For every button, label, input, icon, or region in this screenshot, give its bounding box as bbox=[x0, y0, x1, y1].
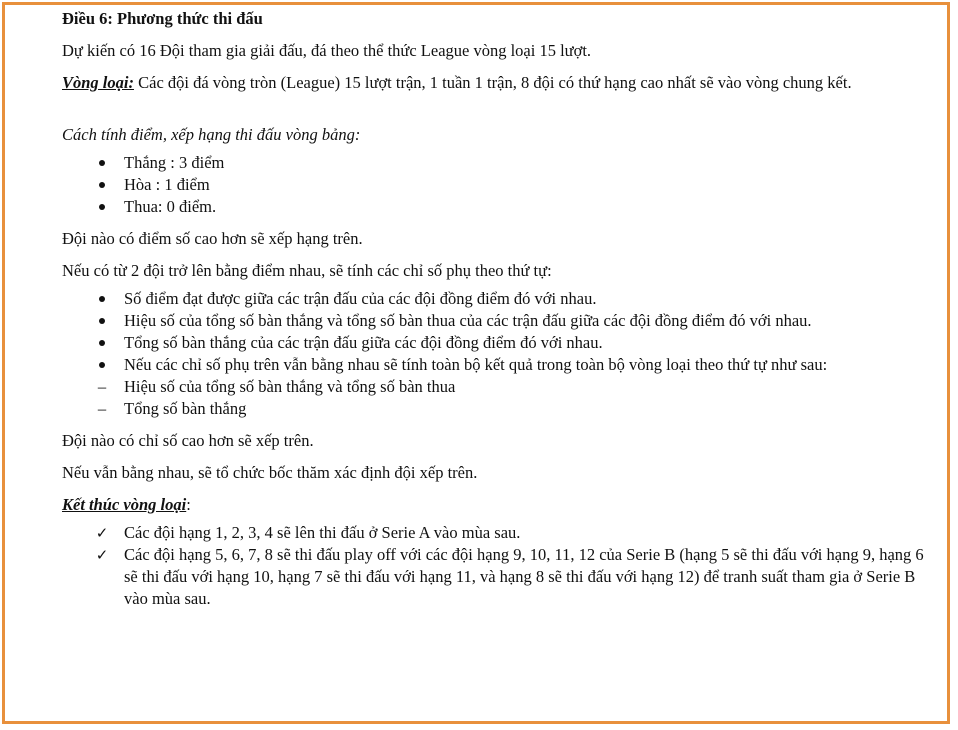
list-item: ✓ Các đội hạng 5, 6, 7, 8 sẽ thi đấu play off với các đội hạng 9, 10, 11, 12 của Serie B (hạng 5 sẽ thi đấu với hạng 9, hạng 6 sẽ thi đấu với hạng 10, hạng 7 sẽ thi đấu với hạng 11, và hạng 8 sẽ thi đấu với hạng 12) để tranh suất tham gia ở Serie B vào mùa sau. bbox=[62, 544, 924, 610]
end-heading: Kết thúc vòng loại: bbox=[62, 495, 191, 514]
document-body bbox=[62, 4, 924, 610]
list-item: Hiệu số của tổng số bàn thắng và tổng số bàn thua của các trận đấu giữa các đội đồng điểm đó với nhau. bbox=[62, 310, 924, 332]
bullet-icon bbox=[92, 354, 112, 376]
list-item: Thua: 0 điểm. bbox=[62, 196, 924, 218]
checkmark-icon: ✓ bbox=[95, 524, 109, 542]
bullet-icon bbox=[92, 288, 112, 310]
draw-rule: Nếu vẫn bằng nhau, sẽ tổ chức bốc thăm xác định đội xếp trên. bbox=[62, 463, 478, 482]
scoring-heading: Cách tính điểm, xếp hạng thi đấu vòng bảng: bbox=[62, 125, 361, 144]
bullet-icon bbox=[92, 310, 112, 332]
bullet-icon bbox=[92, 152, 112, 174]
tiebreak-list bbox=[62, 288, 924, 420]
end-list bbox=[62, 522, 924, 610]
checkmark-icon: ✓ bbox=[95, 546, 109, 564]
higher-index-rule: Đội nào có chỉ số cao hơn sẽ xếp trên. bbox=[62, 431, 314, 450]
list-item: Số điểm đạt được giữa các trận đấu của các đội đồng điểm đó với nhau. bbox=[62, 288, 924, 310]
article-title: Điều 6: Phương thức thi đấu bbox=[62, 9, 263, 28]
dash-icon: – bbox=[97, 399, 107, 418]
end-label: Kết thúc vòng loại bbox=[62, 495, 187, 514]
list-item: Nếu các chỉ số phụ trên vẫn bằng nhau sẽ tính toàn bộ kết quả trong toàn bộ vòng loại theo thứ tự như sau: bbox=[62, 354, 924, 376]
list-item: – Hiệu số của tổng số bàn thắng và tổng số bàn thua bbox=[62, 376, 924, 398]
qualifying-text: Các đội đá vòng tròn (League) 15 lượt trận, 1 tuần 1 trận, 8 đội có thứ hạng cao nhất sẽ vào vòng chung kết. bbox=[133, 73, 852, 92]
intro-paragraph: Dự kiến có 16 Đội tham gia giải đấu, đá theo thể thức League vòng loại 15 lượt. bbox=[62, 41, 592, 60]
list-item: Hòa : 1 điểm bbox=[62, 174, 924, 196]
qualifying-paragraph bbox=[62, 72, 924, 94]
list-item: ✓ Các đội hạng 1, 2, 3, 4 sẽ lên thi đấu ở Serie A vào mùa sau. bbox=[62, 522, 924, 544]
list-item: Thắng : 3 điểm bbox=[62, 152, 924, 174]
list-item: Tổng số bàn thắng của các trận đấu giữa các đội đồng điểm đó với nhau. bbox=[62, 332, 924, 354]
qualifying-label: Vòng loại: bbox=[62, 73, 134, 92]
list-item: – Tổng số bàn thắng bbox=[62, 398, 924, 420]
dash-icon: – bbox=[97, 377, 107, 396]
bullet-icon bbox=[92, 196, 112, 218]
tiebreak-intro: Nếu có từ 2 đội trở lên bằng điểm nhau, sẽ tính các chỉ số phụ theo thứ tự: bbox=[62, 261, 552, 280]
bullet-icon bbox=[92, 174, 112, 196]
scoring-list bbox=[62, 152, 924, 218]
rank-rule: Đội nào có điểm số cao hơn sẽ xếp hạng trên. bbox=[62, 229, 363, 248]
bullet-icon bbox=[92, 332, 112, 354]
